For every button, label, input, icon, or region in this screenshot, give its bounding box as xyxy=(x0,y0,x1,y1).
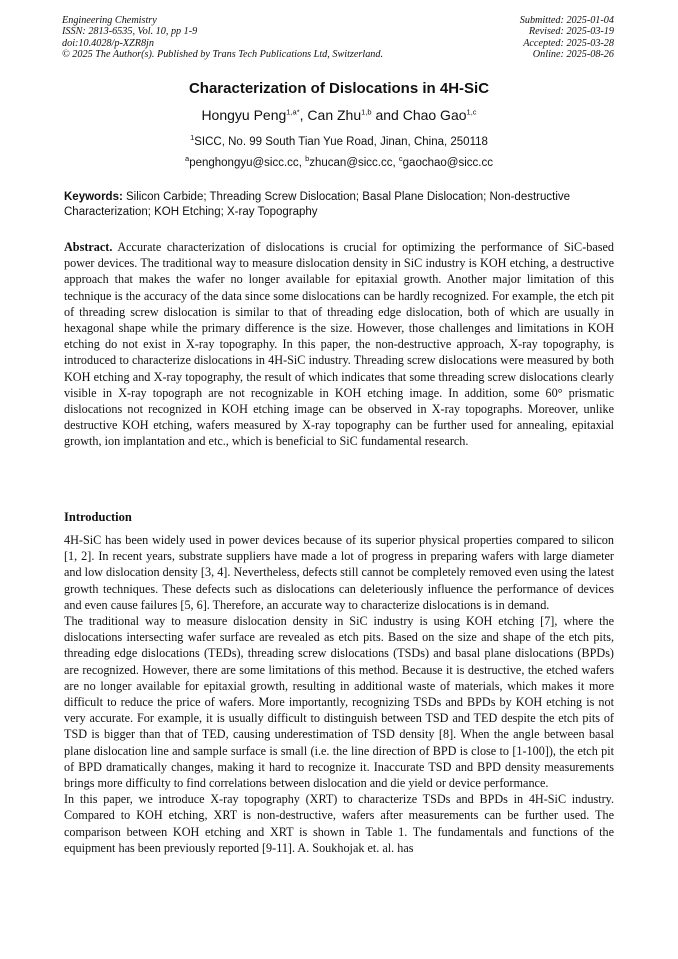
introduction-body xyxy=(64,532,614,856)
keywords xyxy=(64,190,614,220)
online-date: Online: 2025-08-26 xyxy=(532,48,614,60)
journal-header-left xyxy=(62,15,383,60)
copyright: © 2025 The Author(s). Published by Trans Tech Publications Ltd, Switzerland. xyxy=(62,48,384,60)
paragraph: 4H-SiC has been widely used in power devices because of its superior physical properties compared to silicon [1, 2]. In recent years, substrate suppliers have made a lot of progress in preparing wafers with large diameter and low dislocation density [3, 4]. Nevertheless, defects still cannot be completely removed even using the latest growth techniques. These defects such as dislocations can deleteriously influence the performance of devices and even cause failures [5, 6]. Therefore, an accurate way to characterize dislocations is in demand. xyxy=(64,533,614,612)
abstract xyxy=(64,239,614,450)
email-separator: , xyxy=(298,157,306,169)
email-list xyxy=(0,154,678,169)
email-address: penghongyu@sicc.cc xyxy=(189,157,299,169)
author-separator: , xyxy=(299,107,308,123)
journal-name: Engineering Chemistry xyxy=(62,15,157,26)
author-list xyxy=(0,107,678,123)
affiliation-mark: 1 xyxy=(190,133,195,143)
submitted-date: Submitted: 2025-01-04 xyxy=(519,15,614,26)
email-mark: a xyxy=(185,154,190,164)
author-name: Hongyu Peng xyxy=(201,107,287,123)
paragraph: The traditional way to measure dislocation density in SiC industry is using KOH etching [7], where the dislocations intersecting wafer surface are revealed as etch pits. Based on the size and shape of the etch pits, threading edge dislocations (TEDs), threading screw dislocations (TSDs) and basal plane dislocations (BPDs) are recognized. However, there are some limitations of this method. Because it is destructive, the etched wafers are no longer available for epitaxial growth, resulting in additional waste of materials, which makes it more difficult to reduce the price of wafers. More importantly, recognizing TSDs and BPDs by KOH etching is not very accurate. For example, it is usually difficult to distinguish between TSD and TED despite the etch pits of TSD is bigger than that of TED, causing underestimation of TSD density [8]. When the angle between basal plane dislocation line and sample surface is small (i.e. the line direction of BPD is close to [1-100]), the etch pit of BPD dramatically changes, making it hard to recognize it. Inaccurate TSD and BPD density measurements brings more difficulty to find correlations between dislocation and die yield or device performance. xyxy=(64,614,614,791)
email-mark: c xyxy=(398,154,403,164)
author-separator: and xyxy=(371,107,403,123)
section-heading-introduction: Introduction xyxy=(64,510,132,524)
email-address: gaochao@sicc.cc xyxy=(402,157,493,169)
abstract-text: Accurate characterization of dislocations is crucial for optimizing the performance of SiC-based power devices. The traditional way to measure dislocation density in SiC industry is KOH etching, a destructive approach that makes the wafer no longer available for epitaxial growth. Another major limitation of this technique is the accuracy of the data since some dislocations can be hardly recognized. For example, the etch pit of threading screw dislocation is similar to that of threading edge dislocation, both of which are usually in hexagonal shape while the primary difference is the size. However, those challenges and limitations in KOH etching do not exist in X-ray topography. In this paper, the non-destructive approach, X-ray topography, is introduced to characterize dislocations in 4H-SiC industry. Threading screw dislocations were measured by both KOH etching and X-ray topography, the result of which indicates that some threading screw dislocations clearly visible in X-ray topograph are not recognizable in KOH etching image. In addition, some 60° prismatic dislocations not recognized in KOH etching image can be observed in X-ray topographs. Moreover, unlike destructive KOH etching, wafers measured by X-ray topography can be further used for annealing, epitaxial growth, ion implantation and etc., which is beneficial to SiC fundamental research. xyxy=(64,240,614,449)
keywords-label: Keywords: xyxy=(64,191,123,203)
doi: doi:10.4028/p-XZR8jn xyxy=(62,37,154,49)
abstract-label: Abstract. xyxy=(64,240,113,254)
keywords-text: Silicon Carbide; Threading Screw Dislocation; Basal Plane Dislocation; Non-destructive Characterization; KOH Etching; X-ray Topography xyxy=(64,191,571,218)
journal-header-right xyxy=(520,15,614,60)
author-affiliation-mark: 1,a* xyxy=(286,107,300,117)
email-address: zhucan@sicc.cc xyxy=(309,157,393,169)
revised-date: Revised: 2025-03-19 xyxy=(528,26,614,38)
email-mark: b xyxy=(305,154,310,164)
author-name: Chao Gao xyxy=(402,107,467,123)
affiliation-text: SICC, No. 99 South Tian Yue Road, Jinan, China, 250118 xyxy=(194,136,488,148)
author-affiliation-mark: 1,b xyxy=(361,107,372,117)
author-name: Can Zhu xyxy=(307,107,362,123)
paragraph: In this paper, we introduce X-ray topography (XRT) to characterize TSDs and BPDs in 4H-SiC industry. Compared to KOH etching, XRT is non-destructive, wafers after measurements can be further used. The comparison between KOH etching and XRT is shown in Table 1. The fundamentals and functions of the equipment has been previously reported [9-11]. A. Soukhojak et. al. has xyxy=(64,792,614,855)
accepted-date: Accepted: 2025-03-28 xyxy=(523,37,614,49)
paper-title: Characterization of Dislocations in 4H-SiC xyxy=(188,80,490,97)
author-affiliation-mark: 1,c xyxy=(466,107,477,117)
affiliation xyxy=(0,133,678,148)
issn: ISSN: 2813-6535, Vol. 10, pp 1-9 xyxy=(62,26,198,38)
email-separator: , xyxy=(392,157,399,169)
